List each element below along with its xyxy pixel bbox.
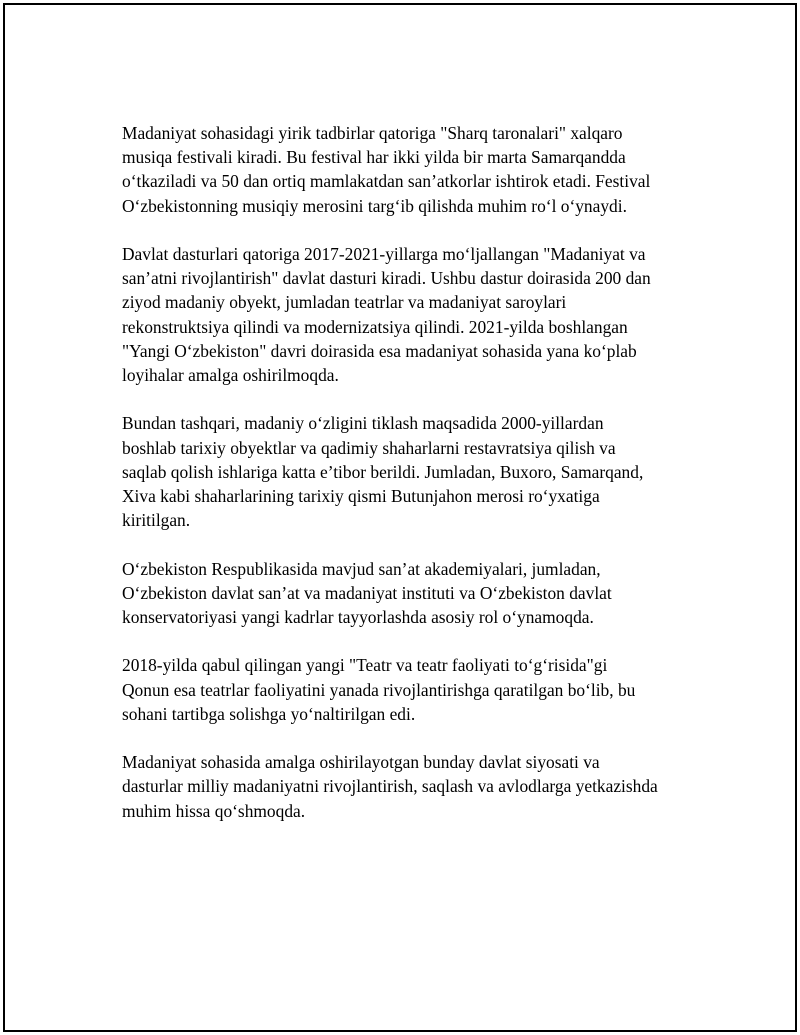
page-border bbox=[3, 3, 797, 1032]
paragraph-6: Madaniyat sohasida amalga oshirilayotgan bunday davlat siyosati va dasturlar milliy madaniyatni rivojlantirish, saqlash va avlodlarga yetkazishda muhim hissa qo‘shmoqda. bbox=[122, 752, 658, 821]
paragraph-3: Bundan tashqari, madaniy o‘zligini tiklash maqsadida 2000-yillardan boshlab tarixiy obyektlar va qadimiy shaharlarni restavratsiya qilish va saqlab qolish ishlariga katta e’tibor berildi. Jumladan, Buxoro, Samarqand, Xiva kabi shaharlarining tarixiy qismi Butunjahon merosi ro‘yxatiga kiritilgan. bbox=[122, 413, 644, 531]
paragraph-2: Davlat dasturlari qatoriga 2017-2021-yillarga mo‘ljallangan "Madaniyat va san’atni rivojlantirish" davlat dasturi kiradi. Ushbu dastur doirasida 200 dan ziyod madaniy obyekt, jumladan teatrlar va madaniyat saroylari rekonstruktsiya qilindi va modernizatsiya qilindi. 2021-yilda boshlangan "Yangi O‘zbekiston" davri doirasida esa madaniyat sohasida yana ko‘plab loyihalar amalga oshirilmoqda. bbox=[122, 244, 651, 386]
document-body bbox=[122, 121, 702, 847]
paragraph-1: Madaniyat sohasidagi yirik tadbirlar qatoriga "Sharq taronalari" xalqaro musiqa festivali kiradi. Bu festival har ikki yilda bir marta Samarqandda o‘tkaziladi va 50 dan ortiq mamlakatdan san’atkorlar ishtirok etadi. Festival O‘zbekistonning musiqiy merosini targ‘ib qilishda muhim ro‘l o‘ynaydi. bbox=[122, 123, 651, 216]
paragraph-4: O‘zbekiston Respublikasida mavjud san’at akademiyalari, jumladan, O‘zbekiston davlat san’at va madaniyat instituti va O‘zbekiston davlat konservatoriyasi yangi kadrlar tayyorlashda asosiy rol o‘ynamoqda. bbox=[122, 558, 612, 628]
paragraph-5: 2018-yilda qabul qilingan yangi "Teatr va teatr faoliyati to‘g‘risida"gi Qonun esa teatrlar faoliyatini yanada rivojlantirishga qaratilgan bo‘lib, bu sohani tartibga solishga yo‘naltirilgan edi. bbox=[122, 655, 636, 724]
